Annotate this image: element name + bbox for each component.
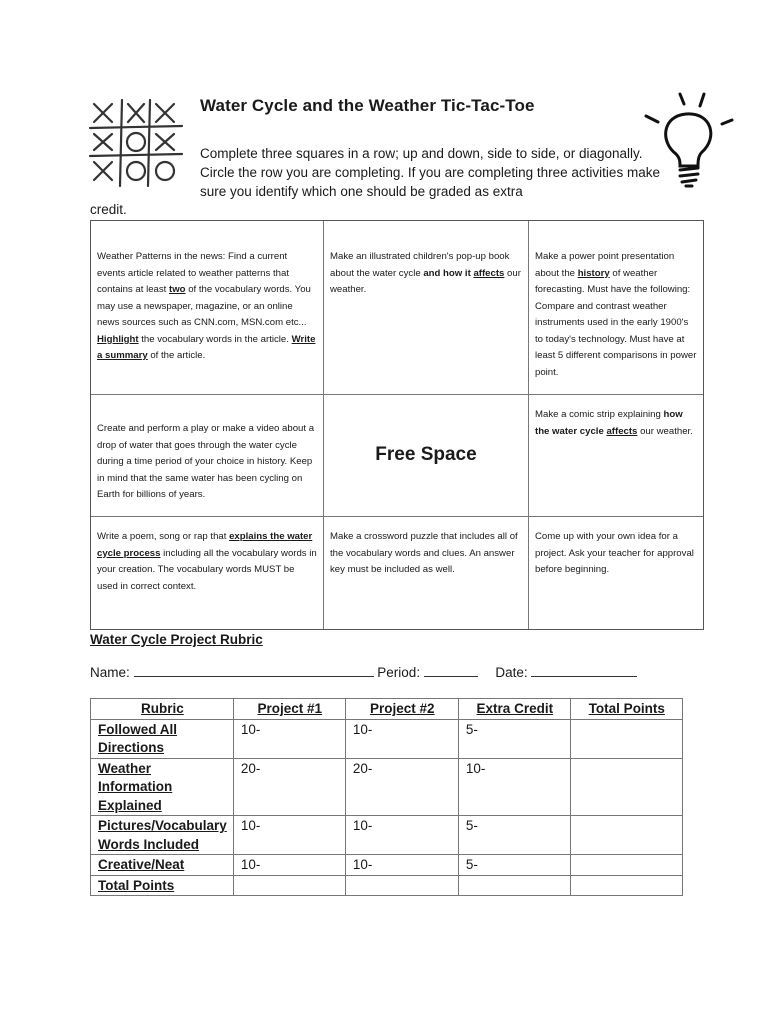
column-header: Project #2 bbox=[345, 699, 458, 720]
score-cell: 5- bbox=[458, 719, 570, 758]
cell-text: Make a power point presentation about the bbox=[535, 251, 675, 279]
criterion-cell: Pictures/Vocabulary Words Included bbox=[91, 816, 234, 855]
date-field[interactable] bbox=[531, 664, 637, 677]
score-cell bbox=[570, 816, 682, 855]
tic-tac-toe-grid bbox=[90, 220, 704, 630]
free-space bbox=[324, 395, 529, 517]
column-header: Total Points bbox=[570, 699, 682, 720]
grid-cell-r2c3 bbox=[529, 395, 703, 517]
cell-text: our weather. bbox=[637, 425, 693, 437]
grid-cell-r1c2 bbox=[324, 221, 529, 395]
cell-text: of the vocabulary words. You may use a newspaper, magazine, or an online news sources such as CNN.com, MSN.com etc... bbox=[97, 284, 311, 328]
name-field[interactable] bbox=[134, 664, 374, 677]
cell-text: Weather Patterns in the news: Find a current events article related to weather patterns that contains at least bbox=[97, 251, 289, 295]
rubric-heading: Water Cycle Project Rubric bbox=[90, 632, 263, 647]
score-cell: 10- bbox=[345, 816, 458, 855]
criterion-cell: Creative/Neat bbox=[91, 855, 234, 876]
cell-text: Make an illustrated children's pop-up book about the water cycle bbox=[330, 251, 510, 279]
column-header: Extra Credit bbox=[458, 699, 570, 720]
period-label: Period: bbox=[377, 665, 421, 680]
grid-cell-r1c1 bbox=[91, 221, 324, 395]
cell-keyword: and how it bbox=[420, 267, 471, 279]
cell-text: Create and perform a play or make a video about a drop of water that goes through the water cycle during a time period of your choice in history. Keep in mind that the same water has been cycling on Earth for billions of years. bbox=[97, 423, 315, 500]
score-cell: 20- bbox=[345, 758, 458, 816]
free-space-label: Free Space bbox=[375, 444, 477, 466]
grid-cell-r1c3 bbox=[529, 221, 703, 395]
date-label: Date: bbox=[495, 665, 528, 680]
score-cell: 5- bbox=[458, 855, 570, 876]
cell-keyword: Highlight bbox=[97, 333, 139, 345]
page-title: Water Cycle and the Weather Tic-Tac-Toe bbox=[200, 96, 535, 115]
cell-text: Come up with your own idea for a project. Ask your teacher for approval before beginning. bbox=[535, 531, 694, 575]
criterion-cell: Total Points bbox=[91, 875, 234, 896]
grid-cell-r3c2 bbox=[324, 517, 529, 629]
score-cell bbox=[570, 855, 682, 876]
intro-text: Complete three squares in a row; up and down, side to side, or diagonally. Circle the row you are completing. If you are completing three activities make sure you identify which one should be graded as extra bbox=[200, 146, 660, 199]
cell-keyword: affects bbox=[606, 425, 638, 437]
cell-text: the vocabulary words in the article. bbox=[138, 333, 292, 345]
cell-keyword: Write a summary bbox=[97, 333, 316, 361]
name-label: Name: bbox=[90, 665, 130, 680]
tic-tac-toe-icon bbox=[86, 96, 186, 188]
cell-keyword: two bbox=[169, 284, 186, 295]
cell-keyword: explains the water cycle process bbox=[97, 531, 313, 559]
table-row bbox=[91, 719, 683, 758]
cell-text: of the article. bbox=[147, 350, 206, 361]
rubric-header-row bbox=[91, 699, 683, 720]
student-info-line bbox=[90, 664, 637, 680]
column-header: Rubric bbox=[91, 699, 234, 720]
rubric-table bbox=[90, 698, 683, 896]
table-row bbox=[91, 816, 683, 855]
score-cell: 10- bbox=[458, 758, 570, 816]
score-cell bbox=[458, 875, 570, 896]
criterion-cell: Weather Information Explained bbox=[91, 758, 234, 816]
criterion-cell: Followed All Directions bbox=[91, 719, 234, 758]
grid-cell-r2c1 bbox=[91, 395, 324, 517]
cell-keyword: history bbox=[577, 267, 610, 279]
cell-text: of weather forecasting. Must have the following: Compare and contrast weather instruments used in the early 1900's to today's technology. Must have at least 5 different comparisons in power point. bbox=[535, 267, 697, 378]
score-cell: 20- bbox=[233, 758, 345, 816]
score-cell: 10- bbox=[233, 719, 345, 758]
intro-text-tail: credit. bbox=[90, 202, 127, 217]
score-cell bbox=[570, 719, 682, 758]
score-cell bbox=[345, 875, 458, 896]
table-row bbox=[91, 855, 683, 876]
column-header: Project #1 bbox=[233, 699, 345, 720]
cell-keyword: affects bbox=[473, 267, 505, 279]
grid-cell-r3c1 bbox=[91, 517, 324, 629]
cell-text: our weather. bbox=[330, 267, 521, 295]
cell-text: Write a poem, song or rap that bbox=[97, 531, 230, 542]
grid-cell-r3c3 bbox=[529, 517, 703, 629]
score-cell: 10- bbox=[345, 855, 458, 876]
score-cell: 10- bbox=[345, 719, 458, 758]
period-field[interactable] bbox=[424, 664, 478, 677]
score-cell bbox=[570, 758, 682, 816]
table-row bbox=[91, 875, 683, 896]
score-cell: 10- bbox=[233, 855, 345, 876]
cell-text: including all the vocabulary words in your creation. The vocabulary words MUST be used in correct context. bbox=[97, 547, 317, 592]
score-cell: 5- bbox=[458, 816, 570, 855]
cell-text: Make a crossword puzzle that includes all of the vocabulary words and clues. An answer key must be included as well. bbox=[330, 531, 518, 575]
score-cell bbox=[233, 875, 345, 896]
cell-text: Make a comic strip explaining bbox=[535, 409, 664, 420]
table-row bbox=[91, 758, 683, 816]
score-cell bbox=[570, 875, 682, 896]
score-cell: 10- bbox=[233, 816, 345, 855]
cell-keyword: how the water cycle bbox=[535, 409, 683, 437]
